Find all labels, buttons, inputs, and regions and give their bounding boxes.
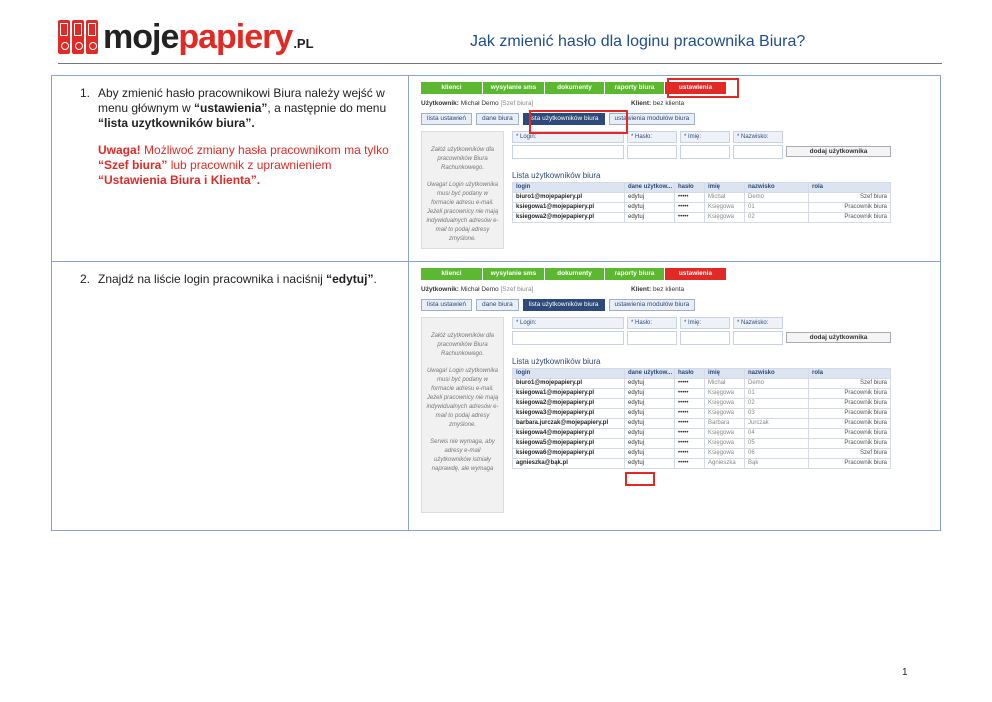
user-password: ••••• xyxy=(675,409,705,419)
user-login: biuro1@mojepapiery.pl xyxy=(513,193,625,203)
user-last-name: 05 xyxy=(745,439,809,449)
main-menu xyxy=(421,82,891,94)
app-screenshot xyxy=(421,82,891,249)
user-first-name: Michał xyxy=(705,379,745,389)
page-title: Jak zmienić hasło dla loginu pracownika Biura? xyxy=(470,33,806,50)
user-first-name: Księgowa xyxy=(705,439,745,449)
user-role: Szef biura xyxy=(809,193,891,203)
client-label: Klient: xyxy=(631,286,652,293)
user-role: Pracownik biura xyxy=(809,459,891,469)
add-user-form-inputs xyxy=(512,145,891,159)
menu-item-raporty[interactable]: raporty biura xyxy=(605,82,665,94)
user-last-name: Bąk xyxy=(745,459,809,469)
help-text: Załóż użytkowników dla pracowników Biura Rachunkowego. xyxy=(430,147,495,171)
column-header[interactable]: rola xyxy=(809,369,891,379)
table-row xyxy=(513,439,891,449)
login-label: * Login: xyxy=(512,131,624,143)
logo-moje: moje xyxy=(103,18,179,56)
user-login: ksiegowa3@mojepapiery.pl xyxy=(513,409,625,419)
step-bold: “ustawienia” xyxy=(194,101,268,115)
settings-tabs xyxy=(421,113,891,125)
menu-item-ustawienia[interactable]: ustawienia xyxy=(665,268,727,280)
user-role: Pracownik biura xyxy=(809,389,891,399)
column-header[interactable]: dane użytkow... xyxy=(625,369,675,379)
step-2-screenshot xyxy=(409,262,940,530)
last-name-input[interactable] xyxy=(733,145,783,159)
menu-item-dokumenty[interactable]: dokumenty xyxy=(545,82,605,94)
help-text: Serwis nie wymaga, aby adresy e-mail użytkowników istniały naprawdę, ale wymaga xyxy=(430,439,495,472)
user-last-name: Demo xyxy=(745,193,809,203)
edit-button[interactable]: edytuj xyxy=(625,399,675,409)
add-user-form-inputs xyxy=(512,331,891,345)
menu-item-dokumenty[interactable]: dokumenty xyxy=(545,268,605,280)
page-number: 1 xyxy=(902,667,908,678)
users-list-title: Lista użytkowników biura xyxy=(512,171,601,180)
logo-pl: .PL xyxy=(293,36,314,51)
edit-button[interactable]: edytuj xyxy=(625,409,675,419)
first-name-input[interactable] xyxy=(680,331,730,345)
step-1-warning xyxy=(80,143,398,188)
password-label: * Hasło: xyxy=(627,317,677,329)
menu-item-klienci[interactable]: klienci xyxy=(421,82,483,94)
user-role: [Szef biura] xyxy=(500,100,534,107)
tab-ustawienia-modulow[interactable]: ustawienia modułów biura xyxy=(609,113,696,125)
edit-button[interactable]: edytuj xyxy=(625,429,675,439)
user-first-name: Księgowa xyxy=(705,409,745,419)
highlight-ustawienia xyxy=(667,78,739,98)
table-row xyxy=(513,379,891,389)
warning-bold: “Szef biura” xyxy=(98,158,168,172)
tab-lista-uzytkownikow[interactable]: lista użytkowników biura xyxy=(523,113,605,125)
edit-button[interactable]: edytuj xyxy=(625,213,675,223)
user-last-name: 03 xyxy=(745,409,809,419)
login-input[interactable] xyxy=(512,145,624,159)
users-panel xyxy=(512,317,891,513)
user-role: Pracownik biura xyxy=(809,213,891,223)
help-text: Uwaga! Login użytkownika musi być podany w formacie adresu e-mail. Jeżeli pracownicy nie mają indywidualnych adresów e-mail to podaj adresy zmyślone. xyxy=(426,368,499,428)
tab-ustawienia-modulow[interactable]: ustawienia modułów biura xyxy=(609,299,696,311)
user-first-name: Księgowa xyxy=(705,213,745,223)
user-role: Pracownik biura xyxy=(809,419,891,429)
menu-item-klienci[interactable]: klienci xyxy=(421,268,483,280)
password-input[interactable] xyxy=(627,145,677,159)
user-login: ksiegowa2@mojepapiery.pl xyxy=(513,213,625,223)
user-name: Michał Demo xyxy=(460,100,499,107)
client-label: Klient: xyxy=(631,100,652,107)
settings-tabs xyxy=(421,299,891,311)
user-label: Użytkownik: xyxy=(421,286,459,293)
user-login: ksiegowa2@mojepapiery.pl xyxy=(513,399,625,409)
user-label: Użytkownik: xyxy=(421,100,459,107)
step-text: , a następnie do menu xyxy=(267,101,387,115)
user-login: ksiegowa1@mojepapiery.pl xyxy=(513,203,625,213)
first-name-label: * Imię: xyxy=(680,317,730,329)
user-login: ksiegowa4@mojepapiery.pl xyxy=(513,429,625,439)
client-value: bez klienta xyxy=(653,100,685,107)
last-name-input[interactable] xyxy=(733,331,783,345)
user-role: Pracownik biura xyxy=(809,439,891,449)
column-header[interactable]: dane użytkow... xyxy=(625,183,675,193)
warning-text: Możliwoć zmiany hasła pracownikom ma tylko xyxy=(140,143,389,157)
step-text: Aby zmienić hasło pracownikowi Biura należy wejść w menu głównym w xyxy=(98,86,385,115)
edit-button[interactable]: edytuj xyxy=(625,449,675,459)
user-name: Michał Demo xyxy=(460,286,499,293)
menu-item-sms[interactable]: wysyłanie sms xyxy=(483,268,545,280)
user-password: ••••• xyxy=(675,389,705,399)
user-last-name: Demo xyxy=(745,379,809,389)
users-table xyxy=(512,368,891,469)
step-bold: “lista uzytkowników biura”. xyxy=(98,116,255,130)
edit-button[interactable]: edytuj xyxy=(625,193,675,203)
warning-text: lub pracownik z uprawnieniem xyxy=(167,158,332,172)
step-row-1 xyxy=(52,76,940,262)
table-row xyxy=(513,389,891,399)
user-login: ksiegowa5@mojepapiery.pl xyxy=(513,439,625,449)
app-screenshot xyxy=(421,268,891,513)
table-row xyxy=(513,399,891,409)
user-first-name: Księgowa xyxy=(705,399,745,409)
user-password: ••••• xyxy=(675,399,705,409)
user-last-name: 01 xyxy=(745,389,809,399)
tab-lista-ustawien[interactable]: lista ustawień xyxy=(421,299,472,311)
client-value: bez klienta xyxy=(653,286,685,293)
user-last-name: 02 xyxy=(745,399,809,409)
user-first-name: Księgowa xyxy=(705,389,745,399)
user-first-name: Księgowa xyxy=(705,203,745,213)
edit-button[interactable]: edytuj xyxy=(625,203,675,213)
user-bar xyxy=(421,285,891,295)
edit-button[interactable]: edytuj xyxy=(625,379,675,389)
first-name-label: * Imię: xyxy=(680,131,730,143)
column-header[interactable]: login xyxy=(513,183,625,193)
step-bold: “edytuj” xyxy=(326,272,374,286)
user-password: ••••• xyxy=(675,379,705,389)
column-header[interactable]: hasło xyxy=(675,369,705,379)
user-login: biuro1@mojepapiery.pl xyxy=(513,379,625,389)
help-text: Załóż użytkowników dla pracowników Biura Rachunkowego. xyxy=(430,333,495,357)
binders-logo-icon xyxy=(58,20,98,54)
user-last-name: Jurczak xyxy=(745,419,809,429)
menu-item-raporty[interactable]: raporty biura xyxy=(605,268,665,280)
title-divider xyxy=(58,63,942,64)
app-content xyxy=(421,317,891,513)
table-row xyxy=(513,409,891,419)
tab-lista-ustawien[interactable]: lista ustawień xyxy=(421,113,472,125)
table-row xyxy=(513,193,891,203)
step-text: Znajdź na liście login pracownika i naciśnij xyxy=(98,272,327,286)
main-menu xyxy=(421,268,891,280)
app-content xyxy=(421,131,891,249)
user-login: agnieszka@bąk.pl xyxy=(513,459,625,469)
user-password: ••••• xyxy=(675,419,705,429)
table-row xyxy=(513,203,891,213)
logo-papiery: papiery xyxy=(178,18,293,56)
edit-button[interactable]: edytuj xyxy=(625,419,675,429)
user-last-name: 04 xyxy=(745,429,809,439)
logo-wordmark xyxy=(103,20,314,54)
help-sidebar xyxy=(421,131,504,249)
step-number: 1. xyxy=(80,86,91,100)
step-2-instruction xyxy=(80,272,398,287)
tab-dane-biura[interactable]: dane biura xyxy=(476,113,519,125)
user-role: Pracownik biura xyxy=(809,203,891,213)
highlight-lista-uzytkownikow xyxy=(529,110,628,134)
user-password: ••••• xyxy=(675,449,705,459)
user-first-name: Barbara xyxy=(705,419,745,429)
step-1-text xyxy=(52,76,409,261)
logo xyxy=(58,17,314,57)
table-row xyxy=(513,213,891,223)
warning-bold: “Ustawienia Biura i Klienta”. xyxy=(98,173,261,187)
user-role: Szef biura xyxy=(809,449,891,459)
user-login: ksiegowa6@mojepapiery.pl xyxy=(513,449,625,459)
add-user-button[interactable]: dodaj użytkownika xyxy=(786,146,891,157)
table-header xyxy=(513,369,891,379)
step-text: . xyxy=(373,272,377,286)
last-name-label: * Nazwisko: xyxy=(733,317,783,329)
steps-table xyxy=(51,75,941,531)
user-first-name: Księgowa xyxy=(705,429,745,439)
column-header[interactable]: imię xyxy=(705,183,745,193)
table-row xyxy=(513,459,891,469)
menu-item-sms[interactable]: wysyłanie sms xyxy=(483,82,545,94)
users-list-title: Lista użytkowników biura xyxy=(512,357,601,366)
user-password: ••••• xyxy=(675,459,705,469)
user-role: Pracownik biura xyxy=(809,409,891,419)
tab-dane-biura[interactable]: dane biura xyxy=(476,299,519,311)
user-bar xyxy=(421,99,891,109)
login-label: * Login: xyxy=(512,317,624,329)
table-row xyxy=(513,449,891,459)
column-header[interactable]: imię xyxy=(705,369,745,379)
password-input[interactable] xyxy=(627,331,677,345)
first-name-input[interactable] xyxy=(680,145,730,159)
user-first-name: Księgowa xyxy=(705,449,745,459)
tab-lista-uzytkownikow[interactable]: lista użytkowników biura xyxy=(523,299,605,311)
last-name-label: * Nazwisko: xyxy=(733,131,783,143)
edit-button[interactable]: edytuj xyxy=(625,439,675,449)
add-user-form-labels xyxy=(512,317,891,329)
user-last-name: 02 xyxy=(745,213,809,223)
column-header[interactable]: nazwisko xyxy=(745,369,809,379)
table-row xyxy=(513,429,891,439)
user-last-name: 06 xyxy=(745,449,809,459)
step-1-instruction xyxy=(80,86,398,131)
user-role: Pracownik biura xyxy=(809,429,891,439)
edit-button[interactable]: edytuj xyxy=(625,459,675,469)
user-password: ••••• xyxy=(675,193,705,203)
user-role: [Szef biura] xyxy=(500,286,534,293)
column-header[interactable]: login xyxy=(513,369,625,379)
password-label: * Hasło: xyxy=(627,131,677,143)
users-panel xyxy=(512,131,891,249)
user-password: ••••• xyxy=(675,213,705,223)
help-sidebar xyxy=(421,317,504,513)
edit-button[interactable]: edytuj xyxy=(625,389,675,399)
user-password: ••••• xyxy=(675,429,705,439)
table-row xyxy=(513,419,891,429)
column-header[interactable]: hasło xyxy=(675,183,705,193)
user-password: ••••• xyxy=(675,439,705,449)
highlight-edytuj xyxy=(625,472,655,486)
user-login: ksiegowa1@mojepapiery.pl xyxy=(513,389,625,399)
user-first-name: Michał xyxy=(705,193,745,203)
user-role: Pracownik biura xyxy=(809,399,891,409)
step-row-2 xyxy=(52,262,940,530)
user-role: Szef biura xyxy=(809,379,891,389)
menu-item-ustawienia[interactable]: ustawienia xyxy=(665,82,727,94)
column-header[interactable]: rola xyxy=(809,183,891,193)
step-2-text xyxy=(52,262,409,530)
user-login: barbara.jurczak@mojepapiery.pl xyxy=(513,419,625,429)
table-header xyxy=(513,183,891,193)
step-1-screenshot xyxy=(409,76,940,261)
user-first-name: Agnieszka xyxy=(705,459,745,469)
help-text: Uwaga! Login użytkownika musi być podany w formacie adresu e-mail. Jeżeli pracownicy nie mają indywidualnych adresów e-mail to podaj adresy zmyślone. xyxy=(426,182,499,242)
user-password: ••••• xyxy=(675,203,705,213)
user-last-name: 01 xyxy=(745,203,809,213)
column-header[interactable]: nazwisko xyxy=(745,183,809,193)
users-table xyxy=(512,182,891,223)
login-input[interactable] xyxy=(512,331,624,345)
add-user-button[interactable]: dodaj użytkownika xyxy=(786,332,891,343)
step-number: 2. xyxy=(80,272,91,286)
warning-label: Uwaga! xyxy=(98,143,141,157)
